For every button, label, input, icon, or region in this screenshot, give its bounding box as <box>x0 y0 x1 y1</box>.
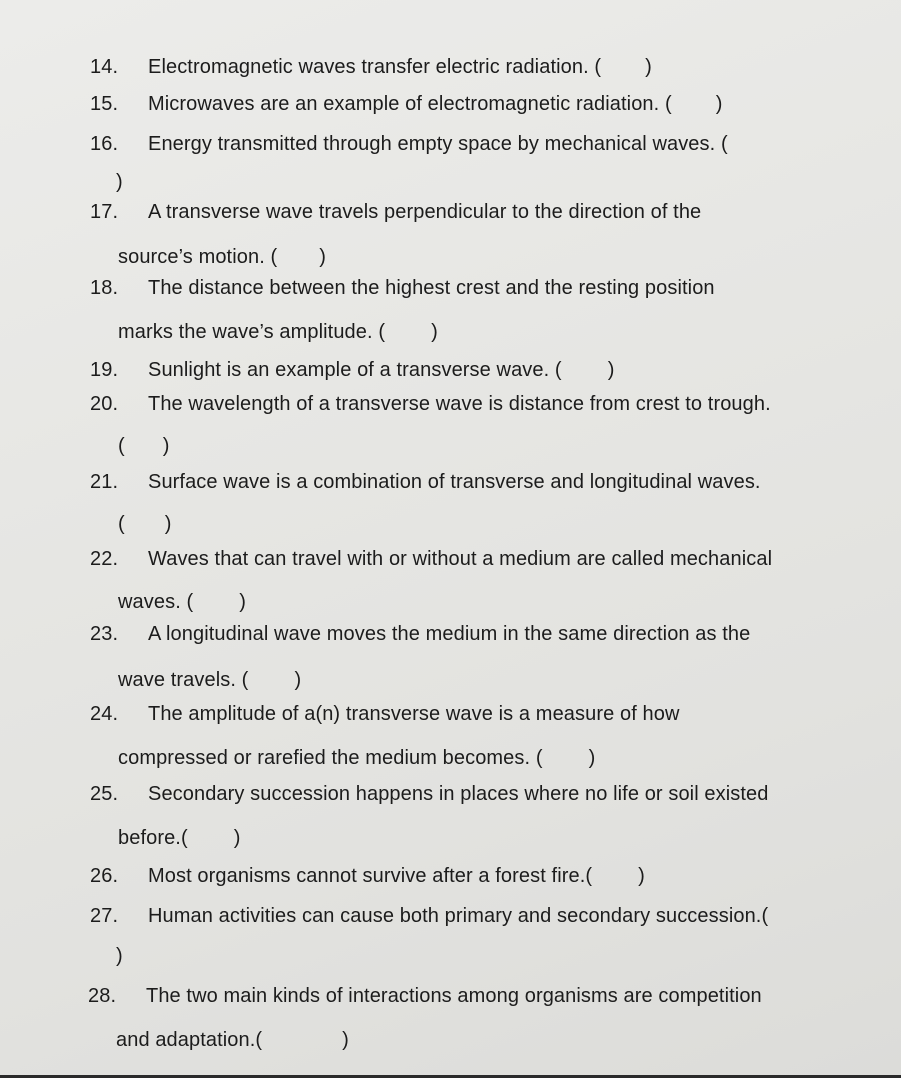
question-text: Sunlight is an example of a transverse wave. ( <box>148 359 562 381</box>
question-22-continuation <box>118 590 246 614</box>
question-number: 21. <box>90 471 119 493</box>
question-16-continuation[interactable] <box>116 170 123 194</box>
question-21-continuation <box>118 512 172 536</box>
opening-paren: ( <box>118 513 125 535</box>
question-18-continuation <box>118 320 438 344</box>
question-number: 20. <box>90 393 119 415</box>
question-number: 14. <box>90 56 119 78</box>
question-number: 24. <box>90 703 119 725</box>
question-15 <box>90 92 722 116</box>
question-text: source’s motion. ( <box>118 246 278 268</box>
question-text: The distance between the highest crest and the resting position <box>148 277 715 299</box>
question-text: Surface wave is a combination of transverse and longitudinal waves. <box>148 471 761 493</box>
closing-paren: ) <box>164 513 172 535</box>
question-text: marks the wave’s amplitude. ( <box>118 321 386 343</box>
question-19 <box>90 358 614 382</box>
question-20 <box>90 392 771 416</box>
closing-paren: ) <box>638 865 645 887</box>
closing-paren: ) <box>116 945 123 967</box>
question-14 <box>90 55 652 79</box>
question-text: The wavelength of a transverse wave is distance from crest to trough. <box>148 393 771 415</box>
closing-paren: ) <box>162 435 170 457</box>
question-number: 25. <box>90 783 119 805</box>
question-text: Most organisms cannot survive after a forest fire.( <box>148 865 593 887</box>
question-28-continuation <box>116 1028 349 1052</box>
question-26 <box>90 864 645 888</box>
question-22 <box>90 547 772 571</box>
question-text: waves. ( <box>118 591 194 613</box>
question-18 <box>90 276 715 300</box>
closing-paren: ) <box>233 827 241 849</box>
question-text: Waves that can travel with or without a medium are called mechanical <box>148 548 773 570</box>
question-text: Microwaves are an example of electromagnetic radiation. ( <box>148 93 672 115</box>
question-number: 27. <box>90 905 119 927</box>
question-text: The two main kinds of interactions among organisms are competition <box>146 985 762 1007</box>
question-21 <box>90 470 761 494</box>
question-16 <box>90 132 728 156</box>
question-text: wave travels. ( <box>118 669 249 691</box>
closing-paren: ) <box>715 93 723 115</box>
closing-paren: ) <box>431 321 438 343</box>
question-text: The amplitude of a(n) transverse wave is a measure of how <box>148 703 680 725</box>
question-23-continuation <box>118 668 301 692</box>
closing-paren: ) <box>607 359 615 381</box>
question-17 <box>90 200 701 224</box>
question-text: A longitudinal wave moves the medium in the same direction as the <box>148 623 751 645</box>
question-23 <box>90 622 750 646</box>
question-20-continuation <box>118 434 170 458</box>
question-text: Human activities can cause both primary and secondary succession.( <box>148 905 769 927</box>
question-number: 22. <box>90 548 119 570</box>
question-24 <box>90 702 680 726</box>
question-number: 26. <box>90 865 119 887</box>
question-number: 18. <box>90 277 119 299</box>
closing-paren: ) <box>588 747 596 769</box>
question-number: 16. <box>90 133 119 155</box>
question-25-continuation <box>118 826 241 850</box>
question-number: 17. <box>90 201 119 223</box>
question-number: 15. <box>90 93 119 115</box>
question-25 <box>90 782 768 806</box>
question-number: 23. <box>90 623 119 645</box>
question-text: A transverse wave travels perpendicular to the direction of the <box>148 201 702 223</box>
question-27-continuation[interactable] <box>116 944 123 968</box>
question-number: 19. <box>90 359 119 381</box>
question-24-continuation <box>118 746 595 770</box>
closing-paren: ) <box>294 669 302 691</box>
closing-paren: ) <box>342 1029 349 1051</box>
question-text: compressed or rarefied the medium becomes. ( <box>118 747 543 769</box>
question-17-continuation <box>118 245 326 269</box>
question-28 <box>88 984 762 1008</box>
opening-paren: ( <box>118 435 125 457</box>
closing-paren: ) <box>239 591 247 613</box>
question-number: 28. <box>88 985 117 1007</box>
question-27 <box>90 904 768 928</box>
question-text: Electromagnetic waves transfer electric radiation. ( <box>148 56 602 78</box>
question-text: and adaptation.( <box>116 1029 263 1051</box>
question-text: Energy transmitted through empty space by mechanical waves. ( <box>148 133 728 155</box>
closing-paren: ) <box>319 246 327 268</box>
question-text: before.( <box>118 827 188 849</box>
closing-paren: ) <box>116 171 123 193</box>
question-text: Secondary succession happens in places where no life or soil existed <box>148 783 769 805</box>
closing-paren: ) <box>645 56 652 78</box>
